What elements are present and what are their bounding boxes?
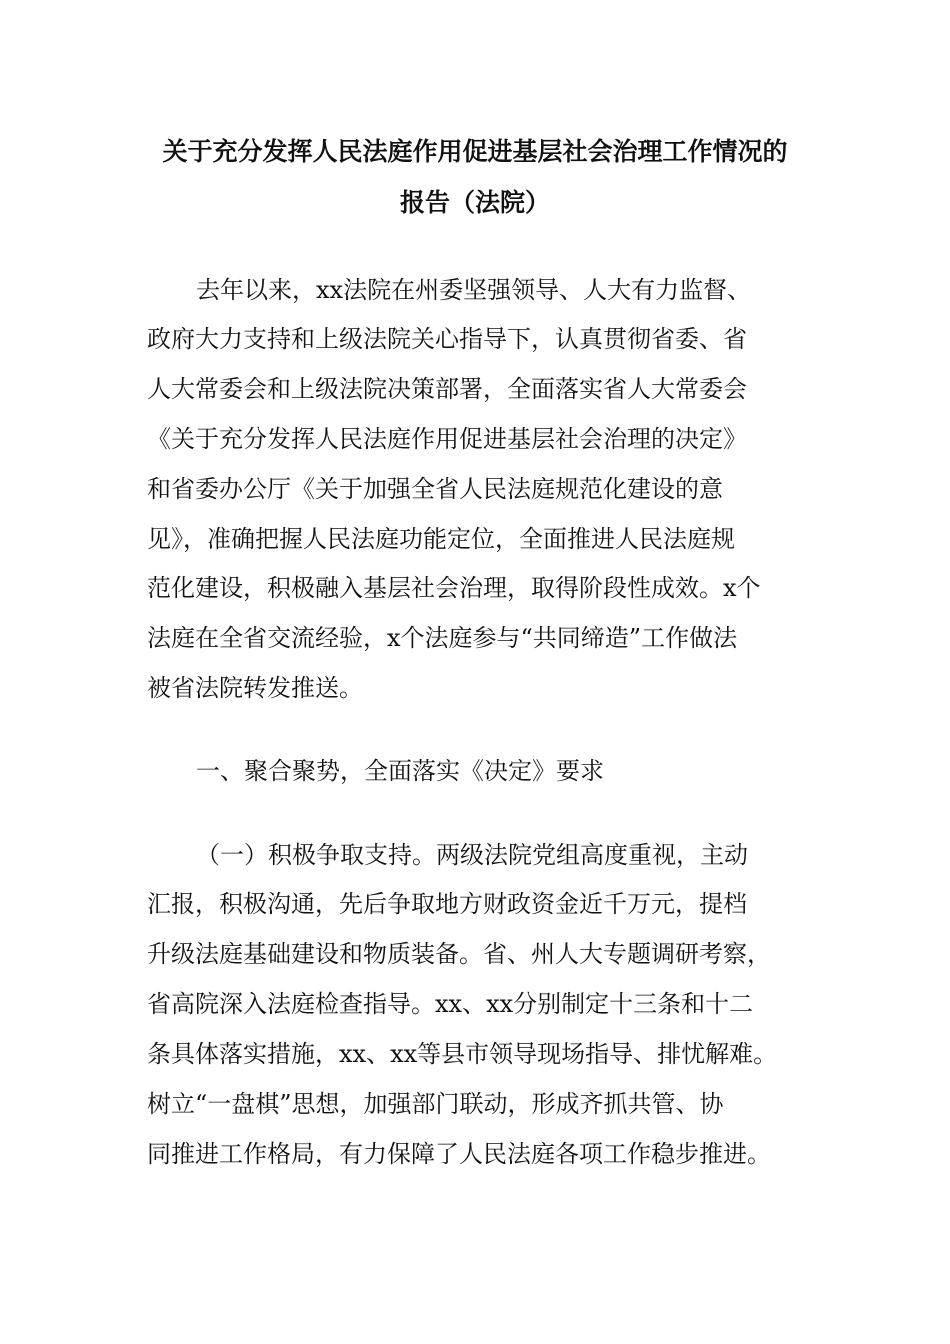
paragraph-line: 升级法庭基础建设和物质装备。省、州人大专题调研考察， [147,940,771,968]
paragraph-line: 去年以来，xx法院在州委坚强领导、人大有力监督、 [196,276,752,304]
paragraph-line: 树立“一盘棋”思想，加强部门联动，形成齐抓共管、协 [147,1090,724,1118]
paragraph-line: （一）积极争取支持。两级法院党组高度重视，主动 [196,841,748,869]
paragraph-line: 见》，准确把握人民法庭功能定位，全面推进人民法庭规 [147,525,735,553]
paragraph-line: 同推进工作格局，有力保障了人民法庭各项工作稳步推进。 [147,1140,771,1168]
paragraph-line: 被省法院转发推送。 [147,674,363,702]
paragraph-line: 政府大力支持和上级法院关心指导下，认真贯彻省委、省 [147,325,747,353]
paragraph-line: 法庭在全省交流经验，x个法庭参与“共同缔造”工作做法 [147,624,738,652]
document-title-line-1: 关于充分发挥人民法庭作用促进基层社会治理工作情况的 [162,137,788,166]
paragraph-line: 人大常委会和上级法院决策部署，全面落实省人大常委会 [147,375,747,403]
paragraph-line: 汇报，积极沟通，先后争取地方财政资金近千万元，提档 [147,890,747,918]
paragraph-line: 省高院深入法庭检查指导。xx、xx分别制定十三条和十二 [147,990,754,1018]
document-title-line-2: 报告（法院） [399,188,550,217]
paragraph-line: 范化建设，积极融入基层社会治理，取得阶段性成效。x个 [147,574,761,602]
paragraph-line: 和省委办公厅《关于加强全省人民法庭规范化建设的意 [147,475,723,503]
paragraph-line: 《关于充分发挥人民法庭作用促进基层社会治理的决定》 [147,425,747,453]
section-heading-line: 一、聚合聚势，全面落实《决定》要求 [196,757,604,785]
paragraph-line: 条具体落实措施，xx、xx等县市领导现场指导、排忧解难。 [147,1040,778,1068]
